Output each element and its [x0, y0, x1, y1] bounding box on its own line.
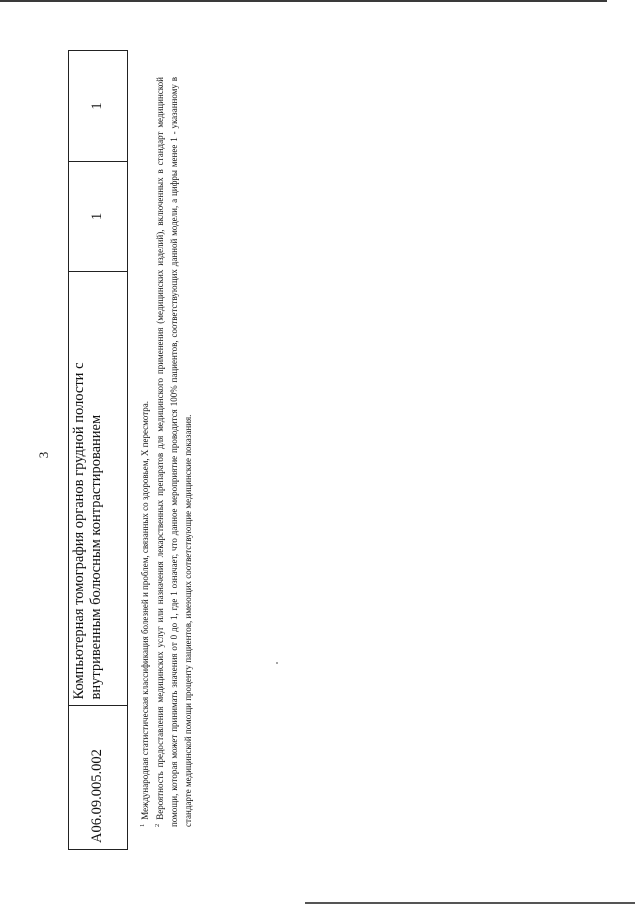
rotated-page-content [30, 35, 610, 875]
multiplicity-cell: 1 [69, 51, 128, 162]
scan-edge-bottom [305, 902, 635, 904]
scan-edge-top [0, 0, 607, 2]
services-table [68, 50, 128, 850]
table-row [69, 51, 128, 850]
frequency-cell: 1 [69, 161, 128, 271]
footnote-1-text: Международная статистическая классификация болезней и проблем, связанных со здоровьем, X пересмотра. [140, 400, 150, 820]
page-number: 3 [36, 451, 51, 459]
service-name-cell: Компьютерная томография органов грудной полости с внутривенным болюсным контрастированием [69, 271, 128, 706]
footnote-2 [153, 77, 196, 847]
footnote-2-marker: 2 [153, 823, 161, 827]
footnotes [138, 77, 196, 847]
footnote-1 [138, 77, 153, 847]
service-code-cell: A06.09.005.002 [69, 706, 128, 850]
footnote-1-marker: 1 [139, 823, 146, 827]
footnote-2-text: Вероятность предоставления медицинских услуг или назначения лекарственных препаратов для медицинского применения (медицинских изделий), включенных в стандарт медицинской помощи, которая может принимать значения от 0 до 1, где 1 означает, что данное мероприятие проводится 100% пациентов, соответствующих данной модели, а цифры менее 1 - указанному в стандарте медицинской помощи проценту пациентов, имеющих соответствующие медицинские показания. [154, 77, 193, 827]
